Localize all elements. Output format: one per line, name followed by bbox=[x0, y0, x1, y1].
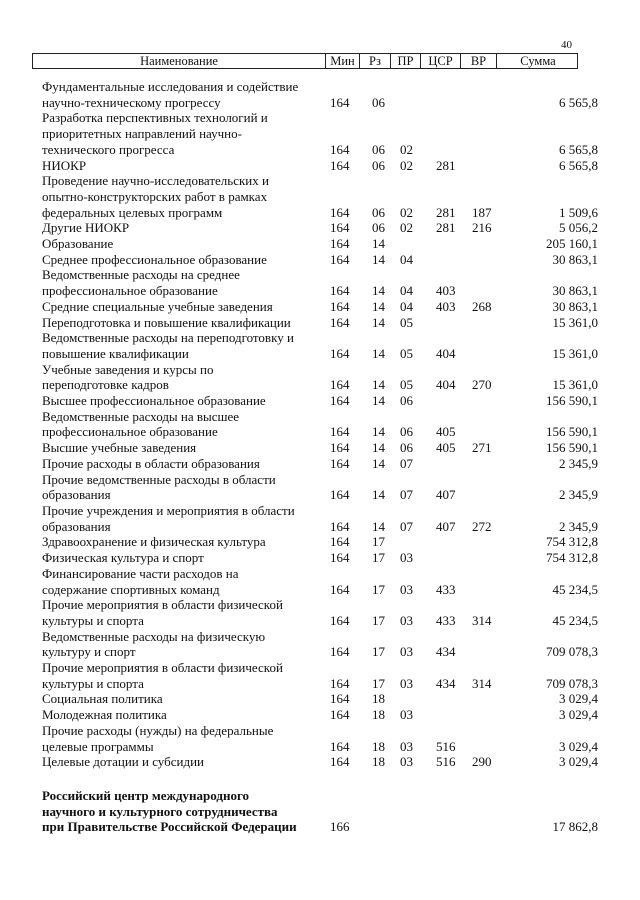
row-rz: 14 bbox=[372, 487, 385, 503]
row-pr: 02 bbox=[400, 220, 413, 236]
row-sum: 15 361,0 bbox=[552, 345, 598, 361]
budget-table-body bbox=[0, 79, 640, 835]
table-row bbox=[0, 79, 640, 110]
row-csr: 405 bbox=[436, 424, 456, 440]
row-name: Прочие учреждения и мероприятия в области образования bbox=[42, 502, 295, 534]
row-min: 164 bbox=[330, 345, 350, 361]
row-name: Переподготовка и повышение квалификации bbox=[42, 314, 291, 330]
row-sum: 17 862,8 bbox=[552, 819, 598, 835]
row-min: 164 bbox=[330, 141, 350, 157]
row-csr: 403 bbox=[436, 298, 456, 314]
row-sum: 156 590,1 bbox=[546, 393, 598, 409]
row-pr: 05 bbox=[400, 377, 413, 393]
table-header bbox=[32, 53, 578, 69]
row-csr: 403 bbox=[436, 283, 456, 299]
header-name: Наименование bbox=[33, 54, 326, 68]
row-name: Здравоохранение и физическая культура bbox=[42, 534, 266, 550]
row-min: 164 bbox=[330, 675, 350, 691]
row-pr: 03 bbox=[400, 644, 413, 660]
row-min: 164 bbox=[330, 236, 350, 252]
page-number: 40 bbox=[561, 39, 572, 51]
row-sum: 30 863,1 bbox=[552, 283, 598, 299]
table-row bbox=[0, 393, 640, 409]
row-vr: 290 bbox=[472, 754, 492, 770]
row-name: Прочие ведомственные расходы в области образования bbox=[42, 471, 276, 503]
row-sum: 6 565,8 bbox=[559, 94, 598, 110]
row-rz: 14 bbox=[372, 283, 385, 299]
row-csr: 281 bbox=[436, 204, 456, 220]
table-row bbox=[0, 267, 640, 298]
table-row bbox=[0, 315, 640, 331]
row-min: 164 bbox=[330, 220, 350, 236]
table-row bbox=[0, 472, 640, 503]
row-min: 164 bbox=[330, 612, 350, 628]
row-pr: 03 bbox=[400, 612, 413, 628]
row-rz: 14 bbox=[372, 298, 385, 314]
row-sum: 30 863,1 bbox=[552, 298, 598, 314]
row-min: 164 bbox=[330, 440, 350, 456]
row-name: Прочие расходы (нужды) на федеральные целевые программы bbox=[42, 722, 274, 754]
table-row-footer bbox=[0, 788, 640, 835]
row-name: Высшее профессиональное образование bbox=[42, 393, 266, 409]
row-rz: 14 bbox=[372, 314, 385, 330]
row-name: Высшие учебные заведения bbox=[42, 440, 197, 456]
table-row bbox=[0, 110, 640, 157]
row-name: Физическая культура и спорт bbox=[42, 550, 204, 566]
table-row bbox=[0, 534, 640, 550]
table-row bbox=[0, 173, 640, 220]
row-csr: 516 bbox=[436, 754, 456, 770]
row-min: 164 bbox=[330, 251, 350, 267]
row-min: 164 bbox=[330, 550, 350, 566]
row-pr: 04 bbox=[400, 251, 413, 267]
row-rz: 14 bbox=[372, 393, 385, 409]
row-name: Другие НИОКР bbox=[42, 220, 130, 236]
row-min: 164 bbox=[330, 283, 350, 299]
row-sum: 709 078,3 bbox=[546, 644, 598, 660]
row-name: Ведомственные расходы на среднее профессиональное образование bbox=[42, 267, 240, 299]
row-sum: 709 078,3 bbox=[546, 675, 598, 691]
row-pr: 02 bbox=[400, 141, 413, 157]
row-min: 166 bbox=[330, 819, 350, 835]
row-name: Молодежная политика bbox=[42, 707, 167, 723]
row-sum: 15 361,0 bbox=[552, 314, 598, 330]
row-name: Ведомственные расходы на высшее профессиональное образование bbox=[42, 408, 240, 440]
row-pr: 07 bbox=[400, 518, 413, 534]
table-row bbox=[0, 220, 640, 236]
row-pr: 05 bbox=[400, 345, 413, 361]
row-min: 164 bbox=[330, 707, 350, 723]
row-rz: 14 bbox=[372, 251, 385, 267]
row-sum: 205 160,1 bbox=[546, 236, 598, 252]
row-csr: 407 bbox=[436, 487, 456, 503]
row-name: Образование bbox=[42, 236, 114, 252]
table-row bbox=[0, 409, 640, 440]
row-rz: 17 bbox=[372, 534, 385, 550]
row-pr: 05 bbox=[400, 314, 413, 330]
row-rz: 06 bbox=[372, 94, 385, 110]
row-sum: 45 234,5 bbox=[552, 612, 598, 628]
table-row bbox=[0, 362, 640, 393]
row-rz: 17 bbox=[372, 675, 385, 691]
row-pr: 02 bbox=[400, 204, 413, 220]
row-name: Социальная политика bbox=[42, 691, 163, 707]
row-vr: 187 bbox=[472, 204, 492, 220]
row-sum: 156 590,1 bbox=[546, 440, 598, 456]
header-rz: Рз bbox=[360, 54, 391, 68]
row-vr: 314 bbox=[472, 612, 492, 628]
row-min: 164 bbox=[330, 581, 350, 597]
header-vr: ВР bbox=[461, 54, 497, 68]
row-rz: 18 bbox=[372, 754, 385, 770]
row-rz: 14 bbox=[372, 440, 385, 456]
row-vr: 216 bbox=[472, 220, 492, 236]
row-pr: 06 bbox=[400, 424, 413, 440]
row-csr: 404 bbox=[436, 377, 456, 393]
row-name: Ведомственные расходы на переподготовку и повышение квалификации bbox=[42, 330, 294, 361]
row-sum: 3 029,4 bbox=[559, 754, 598, 770]
table-row bbox=[0, 754, 640, 770]
row-min: 164 bbox=[330, 377, 350, 393]
table-row bbox=[0, 299, 640, 315]
row-csr: 433 bbox=[436, 612, 456, 628]
row-name: Целевые дотации и субсидии bbox=[42, 754, 204, 770]
row-min: 164 bbox=[330, 314, 350, 330]
row-rz: 17 bbox=[372, 644, 385, 660]
row-sum: 5 056,2 bbox=[559, 220, 598, 236]
row-sum: 6 565,8 bbox=[559, 157, 598, 173]
table-row bbox=[0, 723, 640, 754]
row-sum: 2 345,9 bbox=[559, 487, 598, 503]
row-rz: 17 bbox=[372, 612, 385, 628]
row-pr: 03 bbox=[400, 738, 413, 754]
row-csr: 407 bbox=[436, 518, 456, 534]
row-vr: 268 bbox=[472, 298, 492, 314]
row-rz: 06 bbox=[372, 141, 385, 157]
row-min: 164 bbox=[330, 644, 350, 660]
table-row bbox=[0, 440, 640, 456]
row-rz: 14 bbox=[372, 236, 385, 252]
row-rz: 18 bbox=[372, 707, 385, 723]
row-rz: 17 bbox=[372, 550, 385, 566]
row-sum: 156 590,1 bbox=[546, 424, 598, 440]
row-sum: 1 509,6 bbox=[559, 204, 598, 220]
header-min: Мин bbox=[326, 54, 360, 68]
row-vr: 270 bbox=[472, 377, 492, 393]
row-rz: 14 bbox=[372, 518, 385, 534]
row-pr: 02 bbox=[400, 157, 413, 173]
row-csr: 404 bbox=[436, 345, 456, 361]
row-name: Российский центр международного научного и культурного сотрудничества при Правительстве Российской Федерации bbox=[42, 787, 297, 835]
row-vr: 314 bbox=[472, 675, 492, 691]
row-name: НИОКР bbox=[42, 157, 87, 173]
row-min: 164 bbox=[330, 455, 350, 471]
row-sum: 2 345,9 bbox=[559, 455, 598, 471]
row-rz: 14 bbox=[372, 455, 385, 471]
row-rz: 14 bbox=[372, 377, 385, 393]
row-name: Прочие расходы в области образования bbox=[42, 455, 260, 471]
row-pr: 07 bbox=[400, 487, 413, 503]
row-sum: 754 312,8 bbox=[546, 550, 598, 566]
row-rz: 06 bbox=[372, 220, 385, 236]
table-row bbox=[0, 566, 640, 597]
table-row bbox=[0, 691, 640, 707]
row-pr: 07 bbox=[400, 455, 413, 471]
row-sum: 754 312,8 bbox=[546, 534, 598, 550]
row-csr: 434 bbox=[436, 644, 456, 660]
header-csr: ЦСР bbox=[421, 54, 461, 68]
table-row bbox=[0, 597, 640, 628]
row-sum: 30 863,1 bbox=[552, 251, 598, 267]
table-row bbox=[0, 236, 640, 252]
row-min: 164 bbox=[330, 754, 350, 770]
row-vr: 272 bbox=[472, 518, 492, 534]
table-row bbox=[0, 252, 640, 268]
row-csr: 281 bbox=[436, 157, 456, 173]
row-pr: 03 bbox=[400, 675, 413, 691]
row-pr: 04 bbox=[400, 283, 413, 299]
row-sum: 3 029,4 bbox=[559, 738, 598, 754]
row-min: 164 bbox=[330, 424, 350, 440]
row-min: 164 bbox=[330, 157, 350, 173]
row-min: 164 bbox=[330, 738, 350, 754]
row-csr: 433 bbox=[436, 581, 456, 597]
row-vr: 271 bbox=[472, 440, 492, 456]
row-rz: 06 bbox=[372, 157, 385, 173]
row-name: Ведомственные расходы на физическую культуру и спорт bbox=[42, 628, 266, 660]
table-row bbox=[0, 707, 640, 723]
row-rz: 17 bbox=[372, 581, 385, 597]
row-pr: 04 bbox=[400, 298, 413, 314]
row-sum: 15 361,0 bbox=[552, 377, 598, 393]
table-row bbox=[0, 456, 640, 472]
row-rz: 14 bbox=[372, 345, 385, 361]
row-pr: 03 bbox=[400, 550, 413, 566]
row-min: 164 bbox=[330, 94, 350, 110]
row-min: 164 bbox=[330, 691, 350, 707]
table-row bbox=[0, 503, 640, 534]
row-sum: 3 029,4 bbox=[559, 691, 598, 707]
header-sum: Сумма bbox=[520, 54, 556, 68]
table-row bbox=[0, 660, 640, 691]
row-csr: 281 bbox=[436, 220, 456, 236]
table-row bbox=[0, 158, 640, 174]
row-pr: 03 bbox=[400, 707, 413, 723]
row-name: Среднее профессиональное образование bbox=[42, 251, 267, 267]
row-min: 164 bbox=[330, 534, 350, 550]
row-pr: 03 bbox=[400, 581, 413, 597]
row-csr: 516 bbox=[436, 738, 456, 754]
row-name: Учебные заведения и курсы по переподготовке кадров bbox=[42, 361, 214, 393]
row-pr: 06 bbox=[400, 440, 413, 456]
row-name: Разработка перспективных технологий и приоритетных направлений научно- технического прогресса bbox=[42, 110, 268, 157]
row-sum: 6 565,8 bbox=[559, 141, 598, 157]
row-name: Прочие мероприятия в области физической культуры и спорта bbox=[42, 597, 283, 628]
row-min: 164 bbox=[330, 298, 350, 314]
row-min: 164 bbox=[330, 204, 350, 220]
table-row bbox=[0, 629, 640, 660]
table-row bbox=[0, 330, 640, 361]
row-name: Средние специальные учебные заведения bbox=[42, 298, 273, 314]
row-sum: 2 345,9 bbox=[559, 518, 598, 534]
row-rz: 06 bbox=[372, 204, 385, 220]
row-pr: 06 bbox=[400, 393, 413, 409]
row-rz: 18 bbox=[372, 738, 385, 754]
row-name: Проведение научно-исследовательских и опытно-конструкторских работ в рамках федеральных целевых программ bbox=[42, 173, 269, 220]
header-pr: ПР bbox=[391, 54, 421, 68]
row-name: Прочие мероприятия в области физической культуры и спорта bbox=[42, 660, 283, 691]
row-rz: 18 bbox=[372, 691, 385, 707]
row-csr: 405 bbox=[436, 440, 456, 456]
row-pr: 03 bbox=[400, 754, 413, 770]
row-csr: 434 bbox=[436, 675, 456, 691]
row-sum: 45 234,5 bbox=[552, 581, 598, 597]
row-min: 164 bbox=[330, 487, 350, 503]
row-name: Финансирование части расходов на содержание спортивных команд bbox=[42, 565, 239, 597]
row-min: 164 bbox=[330, 393, 350, 409]
row-min: 164 bbox=[330, 518, 350, 534]
row-name: Фундаментальные исследования и содействие научно-техническому прогрессу bbox=[42, 79, 299, 110]
row-rz: 14 bbox=[372, 424, 385, 440]
row-sum: 3 029,4 bbox=[559, 707, 598, 723]
table-row bbox=[0, 550, 640, 566]
